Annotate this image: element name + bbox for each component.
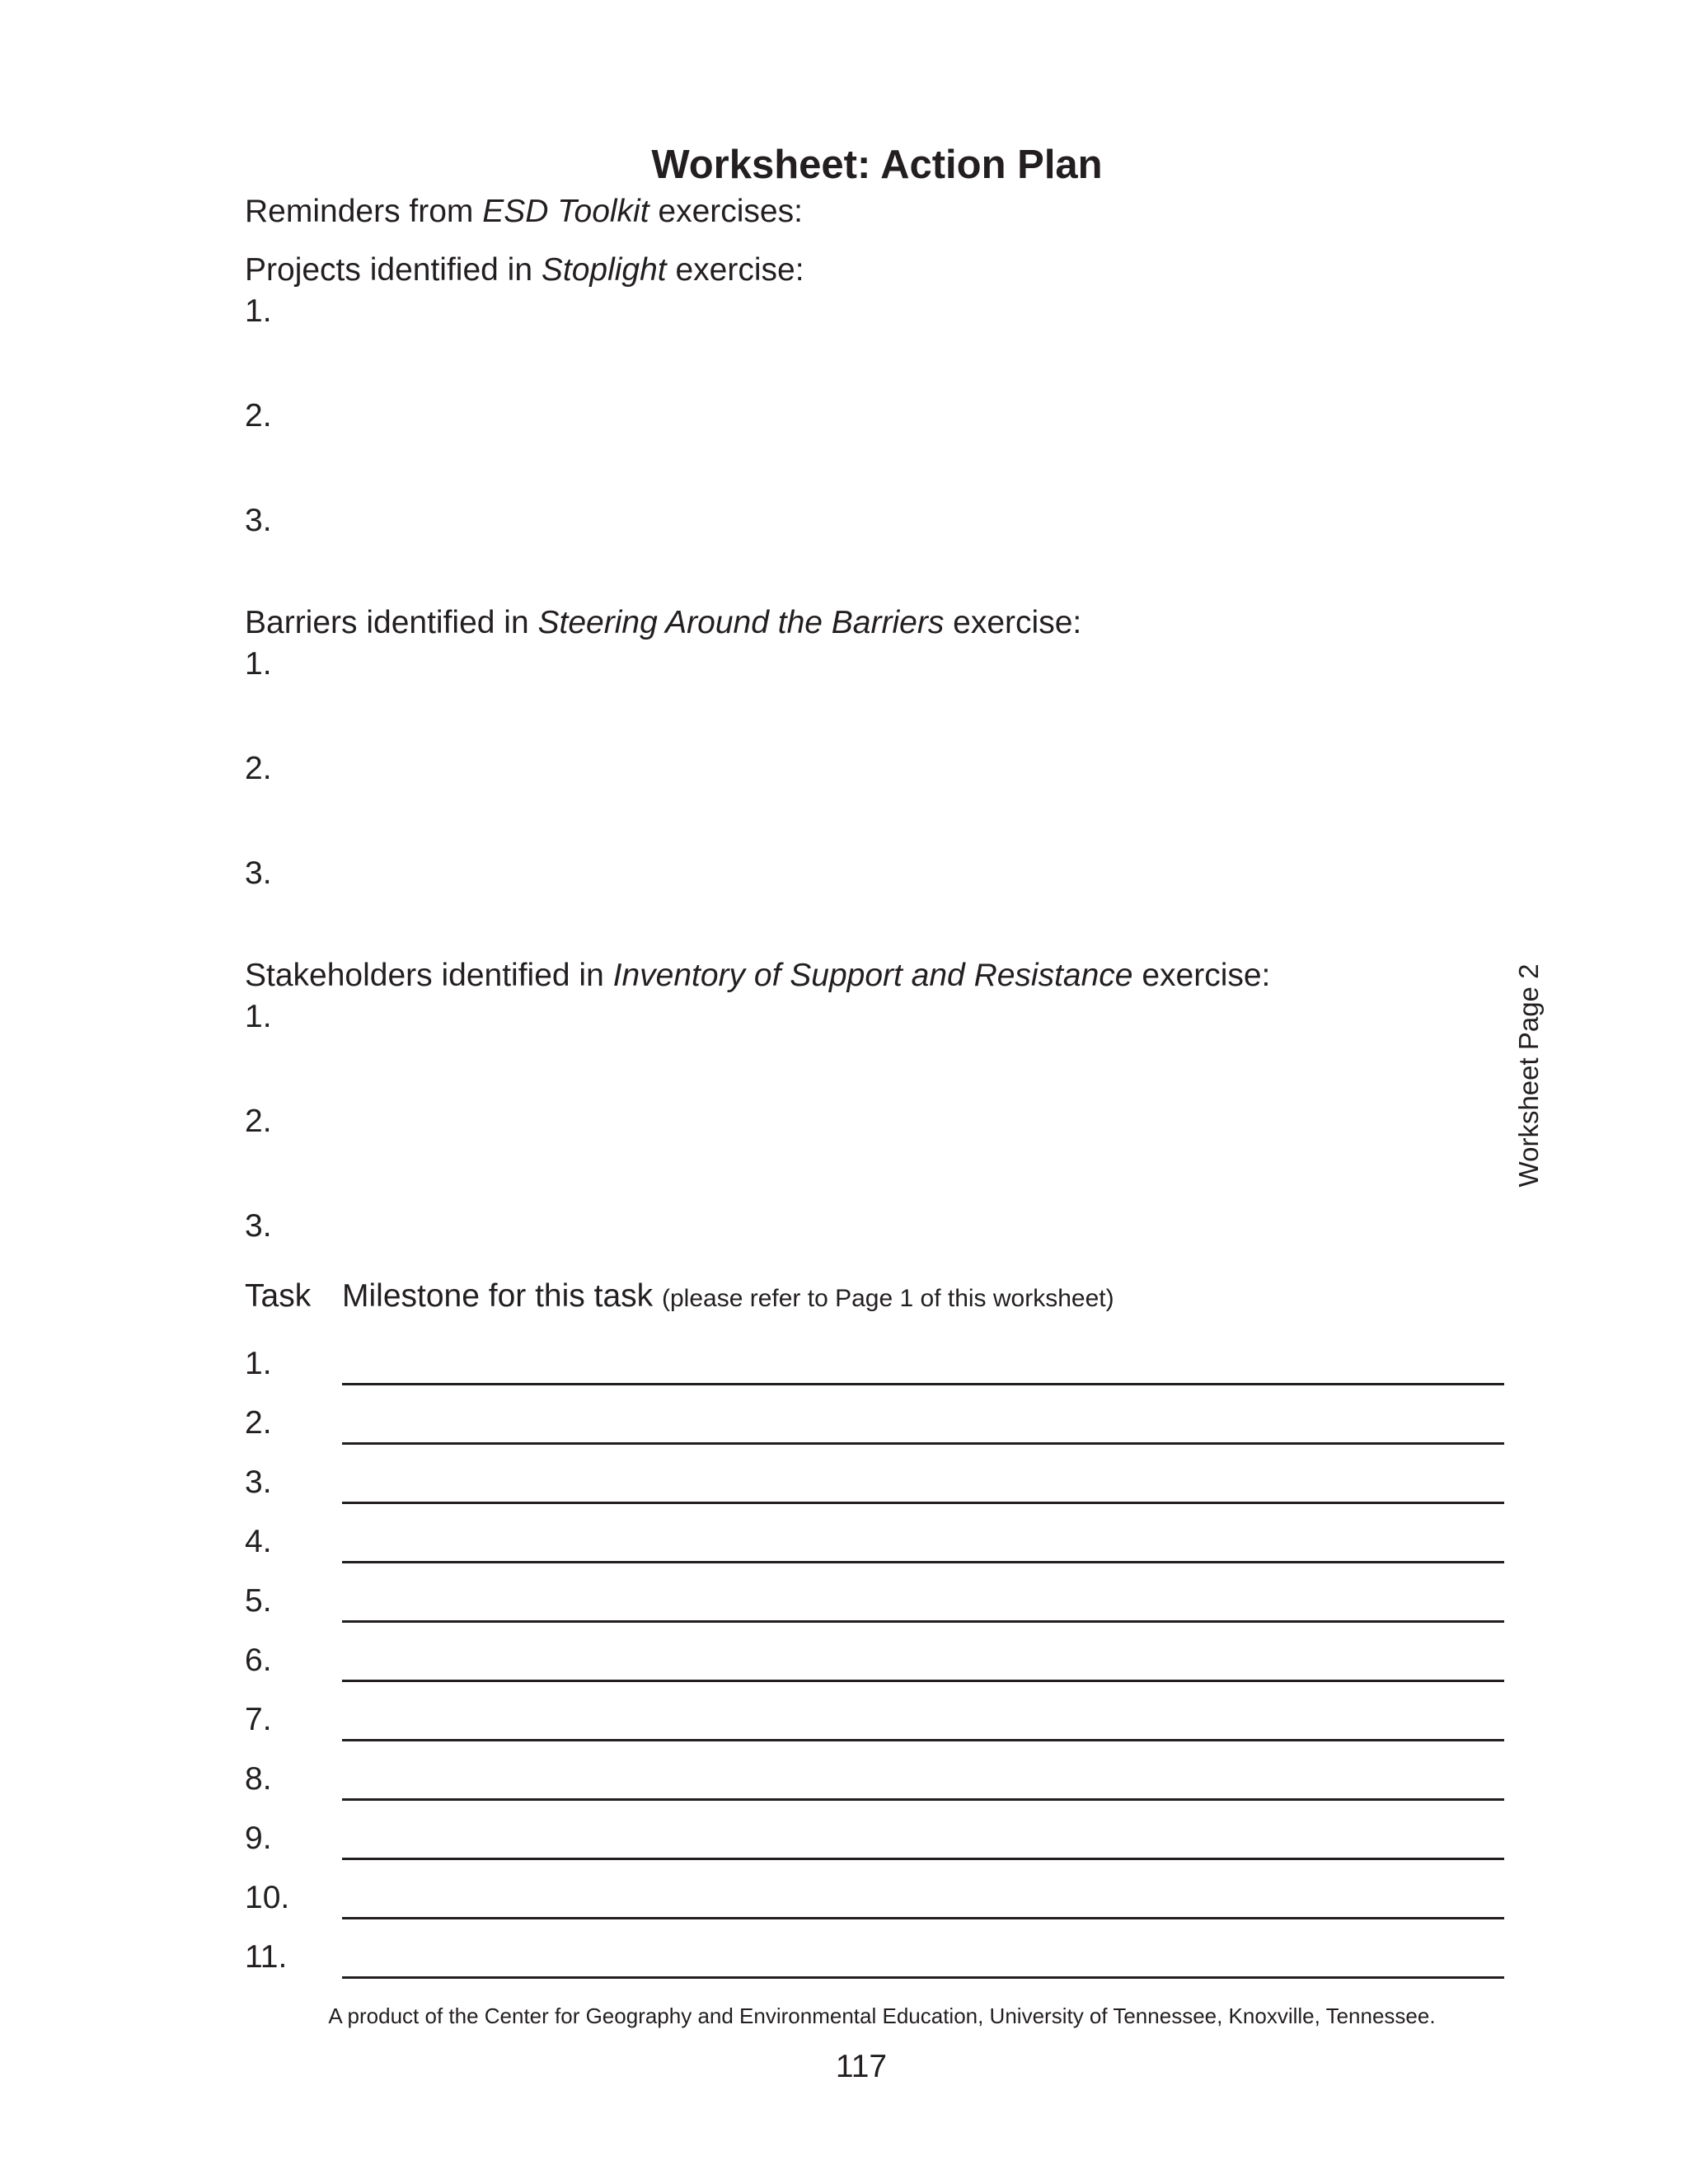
task-row	[245, 1397, 1504, 1445]
task-fill-line[interactable]	[342, 1383, 1504, 1385]
barriers-item-1: 1.	[245, 646, 272, 682]
projects-heading-end: exercise:	[666, 252, 804, 288]
task-row	[245, 1753, 1504, 1801]
projects-item-3: 3.	[245, 503, 272, 538]
stakeholders-heading-italic: Inventory of Support and Resistance	[612, 958, 1133, 993]
barriers-item-3: 3.	[245, 855, 272, 891]
task-number: 5.	[245, 1583, 272, 1619]
stakeholders-item-2: 2.	[245, 1104, 272, 1139]
task-row	[245, 1694, 1504, 1741]
task-fill-line[interactable]	[342, 1561, 1504, 1563]
task-fill-line[interactable]	[342, 1739, 1504, 1741]
task-fill-line[interactable]	[342, 1502, 1504, 1504]
task-number: 10.	[245, 1880, 290, 1915]
task-row	[245, 1931, 1504, 1979]
task-fill-line[interactable]	[342, 1680, 1504, 1682]
page-title: Worksheet: Action Plan	[651, 143, 1103, 187]
stakeholders-heading-end: exercise:	[1132, 958, 1271, 993]
milestone-note: (please refer to Page 1 of this worksheet)	[662, 1285, 1114, 1312]
projects-heading-italic: Stoplight	[541, 252, 667, 288]
task-number: 6.	[245, 1643, 272, 1678]
milestone-label-text: Milestone for this task	[342, 1278, 654, 1314]
task-number: 7.	[245, 1702, 272, 1737]
barriers-item-2: 2.	[245, 751, 272, 786]
projects-item-1: 1.	[245, 293, 272, 329]
reminders-heading	[245, 192, 803, 232]
task-row	[245, 1456, 1504, 1504]
task-row	[245, 1575, 1504, 1623]
task-column-label: Task	[245, 1278, 312, 1314]
page-number: 117	[835, 2049, 888, 2084]
projects-heading-text: Projects identified in	[245, 252, 542, 288]
task-number: 1.	[245, 1346, 272, 1381]
task-row	[245, 1338, 1504, 1385]
task-header	[245, 1277, 1114, 1316]
side-page-label: Worksheet Page 2	[1513, 963, 1544, 1188]
barriers-heading	[245, 603, 1081, 643]
task-row	[245, 1812, 1504, 1860]
task-fill-line[interactable]	[342, 1798, 1504, 1801]
task-number: 11.	[245, 1939, 288, 1975]
task-number: 2.	[245, 1405, 272, 1441]
projects-heading	[245, 251, 804, 290]
barriers-heading-end: exercise:	[944, 605, 1082, 640]
reminders-italic: ESD Toolkit	[482, 194, 649, 229]
task-number: 9.	[245, 1821, 272, 1856]
reminders-text: Reminders from	[245, 194, 483, 229]
footer-credit: A product of the Center for Geography and Environmental Education, University of Tennessee, Knoxville, Tennessee.	[328, 2004, 1436, 2028]
task-fill-line[interactable]	[342, 1976, 1504, 1979]
task-fill-line[interactable]	[342, 1620, 1504, 1623]
stakeholders-item-1: 1.	[245, 999, 272, 1034]
stakeholders-heading	[245, 956, 1270, 996]
task-fill-line[interactable]	[342, 1442, 1504, 1445]
task-number: 8.	[245, 1761, 272, 1797]
barriers-heading-text: Barriers identified in	[245, 605, 538, 640]
stakeholders-heading-text: Stakeholders identified in	[245, 958, 613, 993]
task-row	[245, 1516, 1504, 1563]
stakeholders-item-3: 3.	[245, 1208, 272, 1244]
task-number: 3.	[245, 1465, 272, 1500]
projects-item-2: 2.	[245, 398, 272, 434]
milestone-column-label	[342, 1277, 1114, 1319]
task-number: 4.	[245, 1524, 272, 1559]
barriers-heading-italic: Steering Around the Barriers	[537, 605, 945, 640]
task-fill-line[interactable]	[342, 1917, 1504, 1919]
task-row	[245, 1872, 1504, 1919]
task-row	[245, 1634, 1504, 1682]
task-fill-line[interactable]	[342, 1858, 1504, 1860]
reminders-text-end: exercises:	[649, 194, 803, 229]
